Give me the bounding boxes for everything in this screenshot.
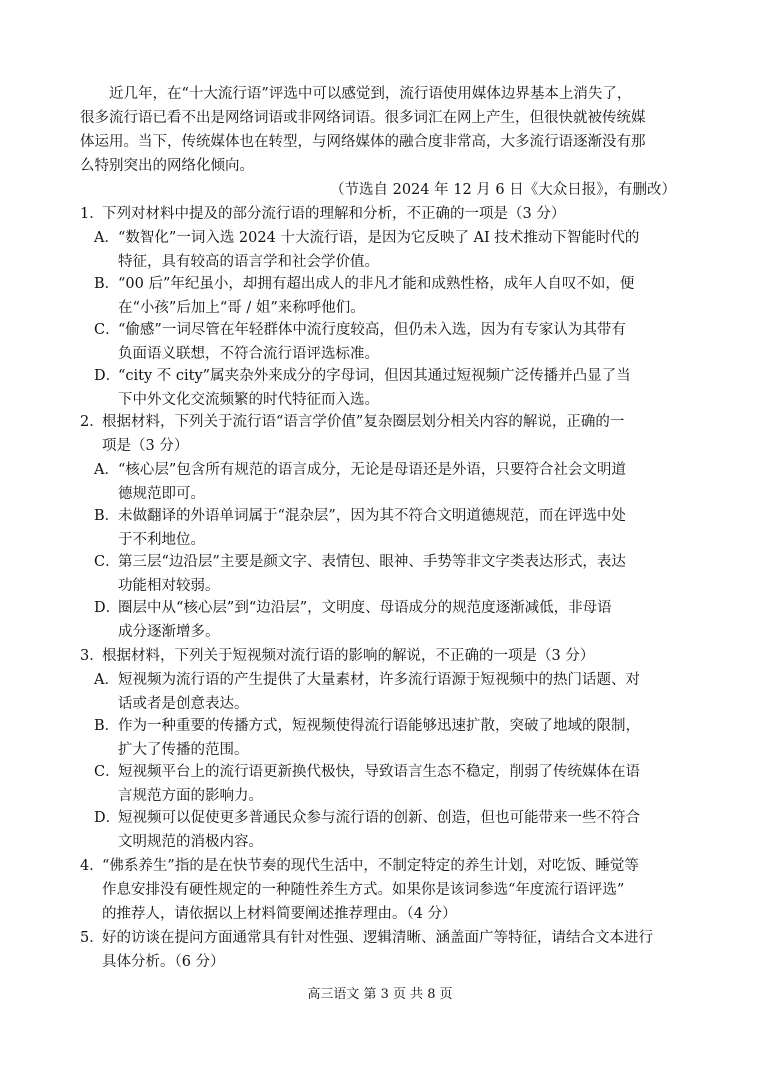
question-number: 3．: [80, 648, 104, 664]
question-stem: 作息安排没有硬性规定的一种随性养生方式。如果你是该词参选“年度流行语评选”: [102, 882, 625, 898]
option-text: 短视频可以促使更多普通民众参与流行语的创新、创造，但也可能带来一些不符合: [118, 810, 640, 826]
option-1b: [94, 272, 634, 320]
option-text: 未做翻译的外语单词属于“混杂层”，因为其不符合文明道德规范，而在评选中处: [118, 508, 626, 524]
option-2a: [94, 458, 626, 506]
passage-line: 很多流行语已看不出是网络词语或非网络词语。很多词汇在网上产生，但很快就被传统媒: [80, 110, 646, 126]
option-text: 特征，具有较高的语言学和社会学价值。: [118, 254, 379, 270]
option-label: B．: [94, 276, 120, 292]
option-text: “偷感”一词尽管在年轻群体中流行度较高，但仍未入选，因为有专家认为其带有: [118, 322, 626, 338]
question-stem: 根据材料，下列关于短视频对流行语的影响的解说，不正确的一项是（3 分）: [102, 648, 595, 664]
option-text: 话或者是创意表达。: [118, 696, 249, 712]
option-text: 短视频为流行语的产生提供了大量素材，许多流行语源于短视频中的热门话题、对: [118, 672, 640, 688]
question-number: 1．: [80, 206, 104, 222]
question-stem: “佛系养生”指的是在快节奏的现代生活中，不制定特定的养生计划，对吃饭、睡觉等: [102, 858, 639, 874]
page-footer: 高三语文 第 3 页 共 8 页: [307, 987, 453, 1002]
option-label: D．: [94, 810, 121, 826]
option-3b: [94, 714, 640, 762]
passage-source: （节选自 2024 年 12 月 6 日《大众日报》，有删改）: [330, 182, 676, 198]
question-4: [80, 854, 639, 926]
option-text: 德规范即可。: [118, 486, 205, 502]
option-text: 负面语义联想，不符合流行语评选标准。: [118, 346, 379, 362]
question-stem: 的推荐人，请依据以上材料简要阐述推荐理由。（4 分）: [102, 906, 457, 922]
option-label: C．: [94, 322, 120, 338]
question-number: 2．: [80, 414, 104, 430]
question-2: [80, 410, 624, 458]
option-text: 文明规范的消极内容。: [118, 834, 263, 850]
option-text: 在“小孩”后加上“哥 / 姐”来称呼他们。: [118, 300, 365, 316]
option-2d: [94, 596, 612, 644]
option-text: 扩大了传播的范围。: [118, 742, 249, 758]
passage-line: 近几年，在“十大流行语”评选中可以感觉到，流行语使用媒体边界基本上消失了，: [109, 86, 632, 102]
option-text: 圈层中从“核心层”到“边沿层”，文明度、母语成分的规范度逐渐减低，非母语: [118, 600, 612, 616]
option-label: B．: [94, 508, 120, 524]
option-label: A．: [94, 230, 119, 246]
option-text: 于不利地位。: [118, 532, 205, 548]
option-text: “city 不 city”属夹杂外来成分的字母词，但因其通过短视频广泛传播并凸显了当: [118, 368, 631, 384]
question-stem: 具体分析。（6 分）: [102, 954, 225, 970]
option-3a: [94, 668, 640, 716]
option-label: D．: [94, 600, 121, 616]
question-number: 4．: [80, 858, 104, 874]
question-stem: 根据材料，下列关于流行语“语言学价值”复杂圈层划分相关内容的解说，正确的一: [102, 414, 625, 430]
question-1: [80, 202, 565, 226]
option-text: 成分逐渐增多。: [118, 624, 220, 640]
option-text: 功能相对较弱。: [118, 578, 220, 594]
question-stem: 好的访谈在提问方面通常具有针对性强、逻辑清晰、涵盖面广等特征，请结合文本进行: [102, 930, 653, 946]
option-text: 第三层“边沿层”主要是颜文字、表情包、眼神、手势等非文字类表达形式，表达: [118, 554, 626, 570]
question-number: 5．: [80, 930, 104, 946]
option-2c: [94, 550, 626, 598]
option-2b: [94, 504, 626, 552]
question-stem: 项是（3 分）: [102, 438, 189, 454]
option-1d: [94, 364, 631, 412]
option-1c: [94, 318, 626, 366]
option-text: “核心层”包含所有规范的语言成分，无论是母语还是外语，只要符合社会文明道: [118, 462, 626, 478]
option-label: C．: [94, 554, 120, 570]
option-label: C．: [94, 764, 120, 780]
question-3: [80, 644, 594, 668]
question-stem: 下列对材料中提及的部分流行语的理解和分析，不正确的一项是（3 分）: [102, 206, 566, 222]
option-text: 作为一种重要的传播方式，短视频使得流行语能够迅速扩散，突破了地域的限制，: [118, 718, 640, 734]
passage-line: 么特别突出的网络化倾向。: [80, 158, 254, 174]
option-label: B．: [94, 718, 120, 734]
option-text: 下中外文化交流频繁的时代特征而入选。: [118, 392, 379, 408]
option-1a: [94, 226, 639, 274]
option-3c: [94, 760, 640, 808]
option-label: A．: [94, 672, 119, 688]
option-text: “00 后”年纪虽小，却拥有超出成人的非凡才能和成熟性格，成年人自叹不如，便: [118, 276, 635, 292]
option-label: D．: [94, 368, 121, 384]
option-label: A．: [94, 462, 119, 478]
question-5: [80, 926, 653, 974]
option-text: 短视频平台上的流行语更新换代极快，导致语言生态不稳定，削弱了传统媒体在语: [118, 764, 640, 780]
option-3d: [94, 806, 640, 854]
passage-line: 体运用。当下，传统媒体也在转型，与网络媒体的融合度非常高，大多流行语逐渐没有那: [80, 134, 646, 150]
passage-paragraph: [80, 82, 690, 178]
option-text: “数智化”一词入选 2024 十大流行语，是因为它反映了 AI 技术推动下智能时代的: [118, 230, 640, 246]
option-text: 言规范方面的影响力。: [118, 788, 263, 804]
